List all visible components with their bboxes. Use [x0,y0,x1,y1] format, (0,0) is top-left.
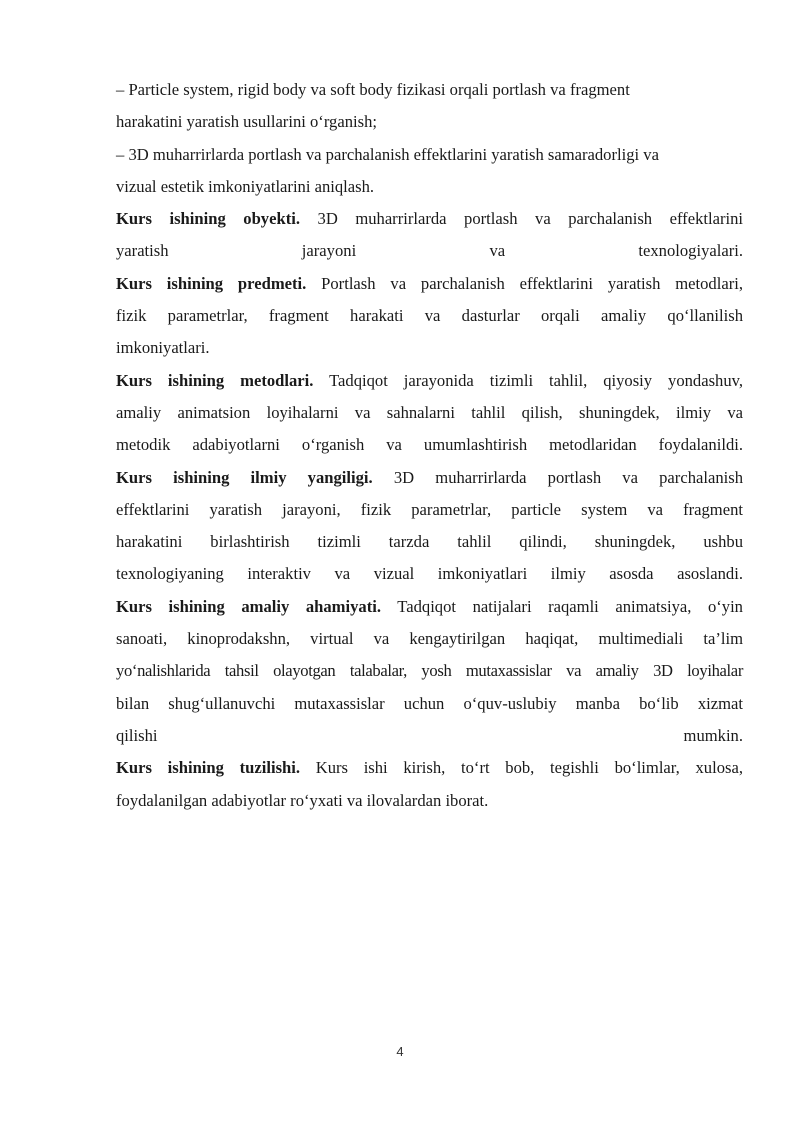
page-number: 4 [396,1044,404,1059]
list-item-continuation: harakatini yaratish usullarini o‘rganish; [116,112,377,132]
heading-ahamiyat: Kurs ishining amaliy ahamiyati. [116,596,381,616]
paragraph-predmet-line: fizik parametrlar, fragment harakati va dasturlar orqali amaliy qo‘llanilish [116,306,743,326]
paragraph-predmet-line: imkoniyatlari. [116,338,210,358]
paragraph-yangilik-line: effektlarini yaratish jarayoni, fizik parametrlar, particle system va fragment [116,499,743,519]
paragraph-metod-line: metodik adabiyotlarni o‘rganish va umumlashtirish metodlaridan foydalanildi. [116,435,743,455]
paragraph-ahamiyat-line: sanoati, kinoprodakshn, virtual va kengaytirilgan haqiqat, multimediali ta’lim [116,629,743,649]
paragraph-predmet-line: Kurs ishining predmeti. Portlash va parchalanish effektlarini yaratish metodlari, [116,273,743,293]
paragraph-ahamiyat-line: Kurs ishining amaliy ahamiyati. Tadqiqot natijalari raqamli animatsiya, o‘yin [116,596,743,616]
heading-tuzilish: Kurs ishining tuzilishi. [116,758,301,778]
paragraph-ahamiyat-line: yo‘nalishlarida tahsil olayotgan talabalar, yosh mutaxassislar va amaliy 3D loyihalar [116,661,743,681]
list-item: – 3D muharrirlarda portlash va parchalanish effektlarini yaratish samaradorligi va [116,144,659,164]
list-item: – Particle system, rigid body va soft body fizikasi orqali portlash va fragment [116,80,630,99]
paragraph-obyekt-line: Kurs ishining obyekti. 3D muharrirlarda portlash va parchalanish effektlarini [116,209,744,229]
list-item-continuation: vizual estetik imkoniyatlarini aniqlash. [116,176,375,196]
paragraph-obyekt-line: yaratish jarayoni va texnologiyalari. [116,241,743,261]
paragraph-yangilik-line: texnologiyaning interaktiv va vizual imkoniyatlari ilmiy asosda asoslandi. [116,564,743,584]
paragraph-tuzilish-line: Kurs ishining tuzilishi. Kurs ishi kirish, to‘rt bob, tegishli bo‘limlar, xulosa, [116,758,743,778]
paragraph-yangilik-line: Kurs ishining ilmiy yangiligi. 3D muharrirlarda portlash va parchalanish [116,467,743,487]
document-body [116,74,743,817]
paragraph-metod-line: Kurs ishining metodlari. Tadqiqot jarayonida tizimli tahlil, qiyosiy yondashuv, [116,370,744,390]
heading-metod: Kurs ishining metodlari. [116,370,314,390]
heading-obyekt: Kurs ishining obyekti. [116,209,300,229]
paragraph-ahamiyat-line: qilishi mumkin. [116,725,743,745]
heading-predmet: Kurs ishining predmeti. [116,273,307,293]
heading-yangilik: Kurs ishining ilmiy yangiligi. [116,467,373,487]
paragraph-ahamiyat-line: bilan shug‘ullanuvchi mutaxassislar uchun o‘quv-uslubiy manba bo‘lib xizmat [116,693,743,713]
paragraph-yangilik-line: harakatini birlashtirish tizimli tarzda tahlil qilindi, shuningdek, ushbu [116,532,743,552]
paragraph-metod-line: amaliy animatsion loyihalarni va sahnalarni tahlil qilish, shuningdek, ilmiy va [116,402,743,422]
paragraph-tuzilish-line: foydalanilgan adabiyotlar ro‘yxati va ilovalardan iborat. [116,790,489,810]
